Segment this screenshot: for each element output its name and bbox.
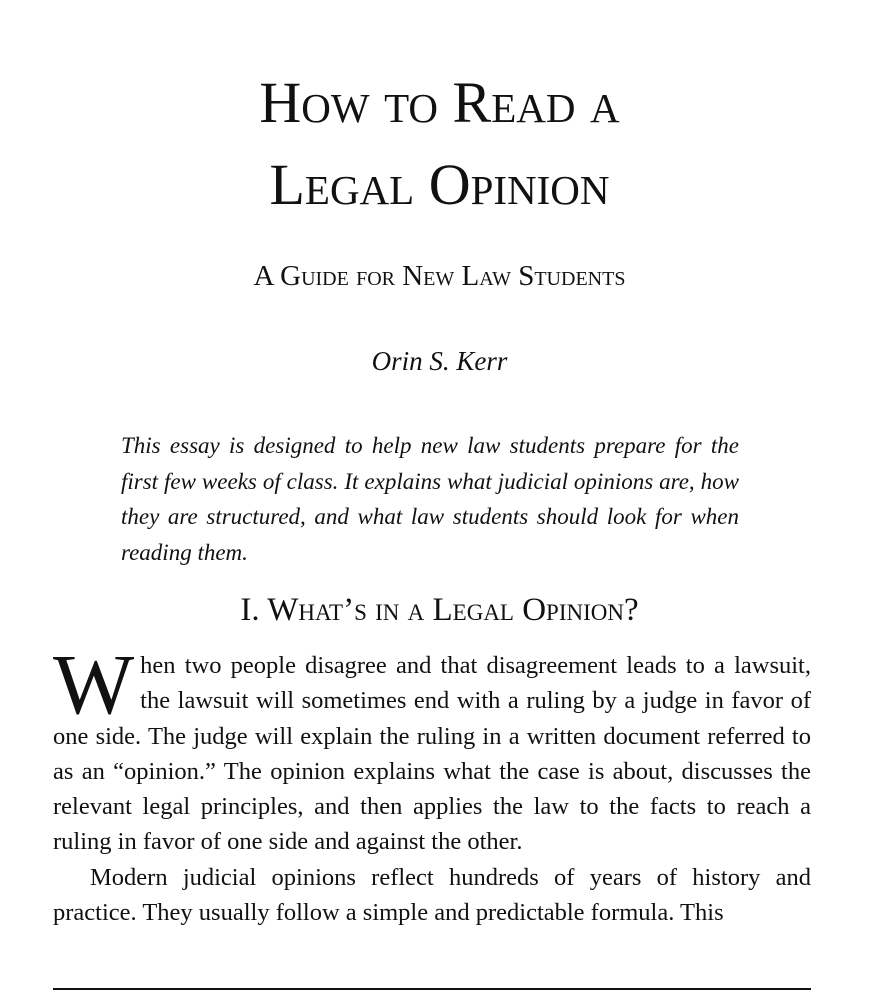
author-name: Orin S. Kerr (371, 346, 508, 376)
section-heading: I. What’s in a Legal Opinion? (240, 592, 639, 628)
title-line-1: How to Read a (259, 70, 620, 135)
paragraph-1-text: hen two people disagree and that disagreement leads to a lawsuit, the lawsuit will sometimes end with a ruling by a judge in favor of one side. The judge will explain the ruling in a written document referred to as an “opinion.” The opinion explains what the case is about, discusses the relevant legal principles, and then applies the law to the facts to reach a ruling in favor of one side and against the other. (53, 652, 811, 856)
document-subtitle: A Guide for New Law Students (253, 260, 626, 292)
document-title (0, 62, 879, 226)
title-line-2: Legal Opinion (269, 152, 610, 217)
body-text (53, 636, 811, 930)
paragraph-1 (53, 636, 811, 860)
footer-rule (53, 988, 811, 990)
drop-cap: W (53, 636, 135, 732)
abstract: This essay is designed to help new law students prepare for the first few weeks of class. It explains what judicial opinions are, how they are structured, and what law students should look for when reading them. (121, 433, 739, 565)
paragraph-2: Modern judicial opinions reflect hundreds of years of history and practice. They usually follow a simple and predictable formula. This (53, 863, 811, 927)
